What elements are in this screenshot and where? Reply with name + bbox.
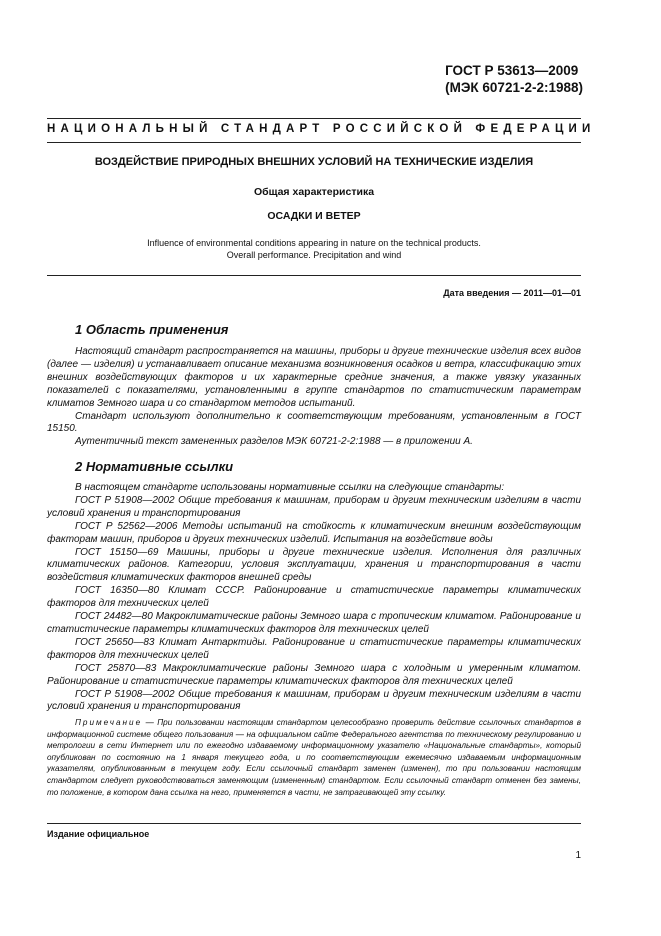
note [47,717,581,798]
reference-item: ГОСТ 15150—69 Машины, приборы и другие технические изделия. Исполнения для различных климатических районов. Категории, условия эксплуатации, хранения и транспортирования в части воздействия климатических факторов внешней среды [47,546,581,584]
reference-item: ГОСТ Р 52562—2006 Методы испытаний на стойкость к климатическим внешним воздействующим факторам машин, приборов и других технических изделий. Испытания на воздействие воды [47,520,581,545]
standard-code [445,62,583,96]
banner-bottom-rule [47,142,581,143]
national-standard-banner: НАЦИОНАЛЬНЫЙ СТАНДАРТ РОССИЙСКОЙ ФЕДЕРАЦИИ [47,123,596,135]
standard-number: ГОСТ Р 53613—2009 [445,63,579,78]
paragraph: Аутентичный текст замененных разделов МЭК 60721-2-2:1988 — в приложении А. [75,436,473,448]
english-title [47,237,581,261]
reference-item: ГОСТ Р 51908—2002 Общие требования к машинам, приборам и другим техническим изделиям в части условий хранения и транспортирования [47,494,581,519]
section-1-heading: 1 Область применения [75,322,229,337]
note-label: Примечание [75,718,143,727]
iec-reference: (МЭК 60721-2-2:1988) [445,80,583,95]
reference-item: ГОСТ 25870—83 Макроклиматические районы Земного шара с холодным и умеренным климатом. Районирование и статистические параметры климатических факторов для технических целей [47,662,581,687]
title-rule [47,275,581,276]
page-number: 1 [575,850,581,861]
introduction-date: Дата введения — 2011—01—01 [443,288,581,298]
section-2-body [47,482,581,714]
document-subtitle-2: ОСАДКИ И ВЕТЕР [267,210,361,222]
paragraph: Стандарт используют дополнительно к соответствующим требованиям, установленным в ГОСТ 15150. [47,410,581,435]
section-1-body [47,346,581,449]
reference-item: ГОСТ Р 51908—2002 Общие требования к машинам, приборам и другим техническим изделиям в части условий хранения и транспортирования [47,688,581,713]
section-2-heading: 2 Нормативные ссылки [75,459,234,474]
english-title-line-1: Influence of environmental conditions appearing in nature on the technical products. [147,238,481,248]
footer-rule [47,823,581,824]
document-title: ВОЗДЕЙСТВИЕ ПРИРОДНЫХ ВНЕШНИХ УСЛОВИЙ НА ТЕХНИЧЕСКИЕ ИЗДЕЛИЯ [94,156,534,168]
note-text: — При пользовании настоящим стандартом целесообразно проверить действие ссылочных стандартов в информационной системе общего пользования — на официальном сайте Федерального агентства по техническому регулированию и метрологии в сети Интернет или по ежегодно издаваемому информационному указателю «Национальные стандарты», который опубликован по состоянию на 1 января текущего года, и по соответствующим ежемесячно издаваемым информационным указателям, опубликованным в текущем году. Если ссылочный стандарт заменен (изменен), то при пользовании настоящим стандартом следует руководствоваться заменяющим (измененным) стандартом. Если ссылочный стандарт отменен без замены, то положение, в котором дана ссылка на него, применяется в части, не затрагивающей эту ссылку. [47,718,581,797]
english-title-line-2: Overall performance. Precipitation and wind [226,250,402,260]
reference-item: ГОСТ 16350—80 Климат СССР. Районирование и статистические параметры климатических факторов для технических целей [47,585,581,610]
document-subtitle: Общая характеристика [253,186,375,198]
reference-item: ГОСТ 24482—80 Макроклиматические районы Земного шара с тропическим климатом. Районирование и статистические параметры климатических факторов для технических целей [47,611,581,635]
official-edition-label: Издание официальное [47,829,150,839]
banner-top-rule [47,118,581,119]
paragraph: Настоящий стандарт распространяется на машины, приборы и другие технические изделия всех видов (далее — изделия) и устанавливает описание механизма возникновения осадков и ветра, классификацию этих внешних воздействующих факторов и их характерные средние значения, а также увязку указанных показателей с показателями, установленными в группе стандартов по статистическим параметрам климатов Земного шара и со стандартом методов испытаний. [47,346,581,409]
paragraph: В настоящем стандарте использованы нормативные ссылки на следующие стандарты: [75,482,505,493]
reference-item: ГОСТ 25650—83 Климат Антарктиды. Районирование и статистические параметры климатических факторов для технических целей [47,636,581,661]
